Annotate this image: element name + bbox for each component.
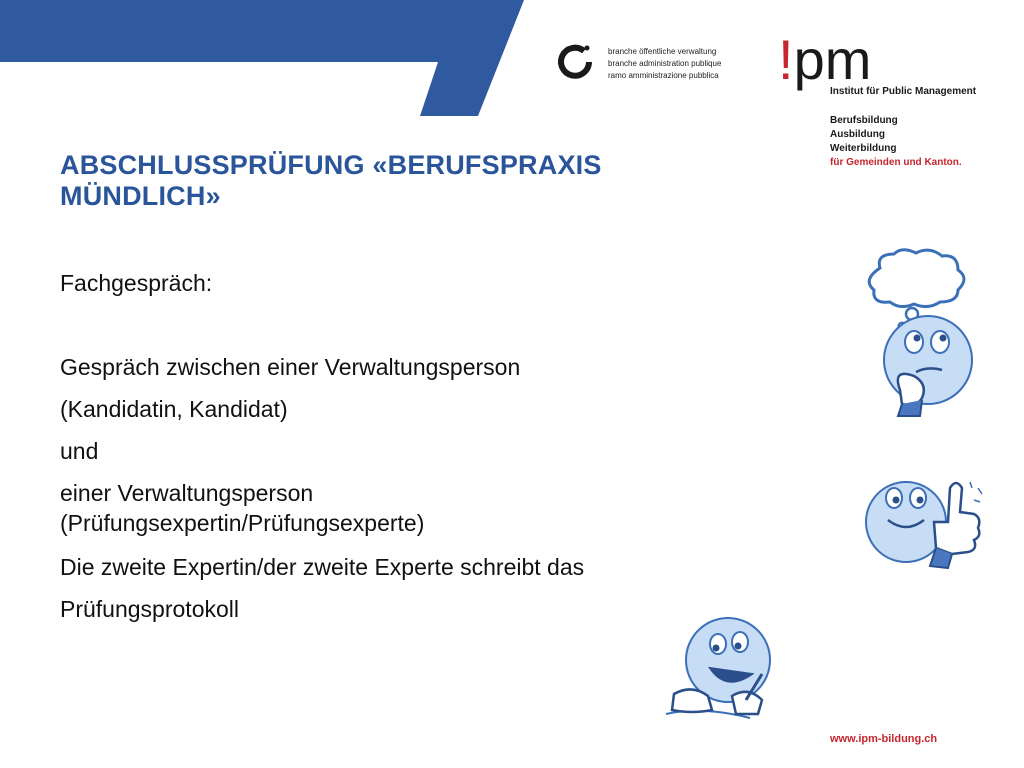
- body-line: (Kandidatin, Kandidat): [60, 396, 288, 422]
- body-line: Gespräch zwischen einer Verwaltungsperson: [60, 354, 521, 380]
- ipm-subtitle: Institut für Public Management: [830, 86, 977, 97]
- thumbs-up-smiley-icon: [860, 470, 990, 574]
- thinking-smiley-icon: [862, 248, 982, 420]
- ipm-mark-pm: pm: [793, 28, 872, 91]
- slide-title-line: MÜNDLICH»: [60, 181, 221, 211]
- tagline-line: Weiterbildung: [830, 143, 897, 154]
- body-line: Die zweite Expertin/der zweite Experte schreibt das: [60, 554, 585, 580]
- ipm-mark: [778, 30, 871, 90]
- branche-logo-icon: [558, 42, 598, 82]
- branche-logo: [558, 42, 748, 86]
- tagline-line: Ausbildung: [830, 129, 885, 140]
- tagline-accent: für Gemeinden und Kanton.: [830, 157, 962, 168]
- writing-smiley-icon: [662, 614, 782, 724]
- tagline-line: Berufsbildung: [830, 115, 898, 126]
- body-line: und: [60, 438, 99, 464]
- body-line: Fachgespräch:: [60, 270, 213, 296]
- body-line: Prüfungsprotokoll: [60, 596, 239, 622]
- ipm-mark-exclamation: !: [778, 28, 794, 91]
- branche-line-it: ramo amministrazione pubblica: [608, 71, 719, 80]
- ipm-logo: [778, 28, 1008, 102]
- branche-line-fr: branche administration publique: [608, 59, 722, 68]
- slide-title-line: ABSCHLUSSPRÜFUNG «BERUFSPRAXIS: [60, 150, 602, 180]
- branche-line-de: branche öffentliche verwaltung: [608, 47, 717, 56]
- website-link[interactable]: www.ipm-bildung.ch: [830, 733, 938, 745]
- body-line: (Prüfungsexpertin/Prüfungsexperte): [60, 510, 425, 536]
- body-line: einer Verwaltungsperson: [60, 480, 314, 506]
- tagline: [830, 114, 962, 170]
- slide-title: [60, 150, 760, 212]
